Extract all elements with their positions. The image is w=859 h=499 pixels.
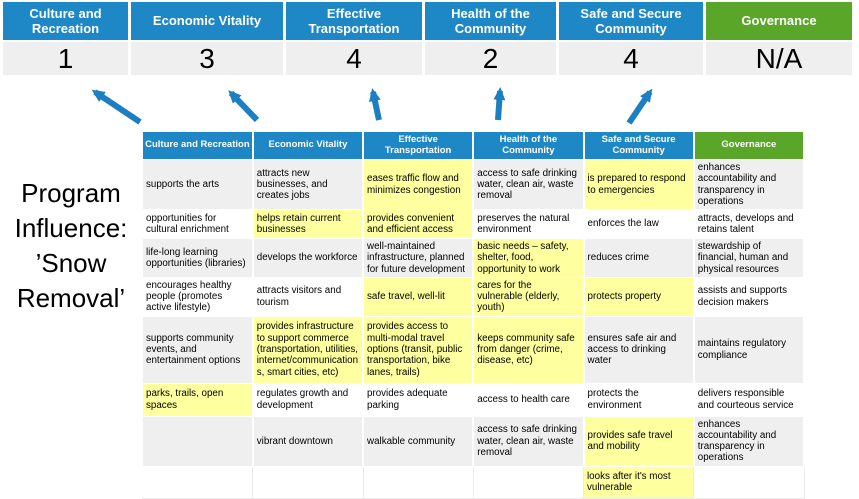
up-arrow-icon-transportation bbox=[373, 92, 379, 120]
matrix-cell-highlighted: cares for the vulnerable (elderly, youth) bbox=[473, 277, 583, 316]
influence-matrix-table bbox=[142, 131, 805, 499]
matrix-cell: supports the arts bbox=[143, 160, 253, 210]
up-arrow-icon-economic bbox=[231, 93, 257, 120]
matrix-cell: supports community events, and entertainment options bbox=[143, 316, 253, 383]
matrix-cell: attracts, develops and retains talent bbox=[694, 210, 804, 239]
scoreboard bbox=[3, 2, 852, 75]
matrix-cell: access to safe drinking water, clean air, waste removal bbox=[473, 160, 583, 210]
matrix-cell-highlighted: provides safe travel and mobility bbox=[584, 416, 694, 466]
matrix-row bbox=[143, 466, 805, 498]
matrix-body bbox=[143, 160, 805, 499]
up-arrow-icon-culture bbox=[95, 92, 140, 122]
matrix-header-transportation: Effective Transportation bbox=[363, 132, 473, 160]
matrix-cell: enhances accountability and transparency in operations bbox=[694, 416, 804, 466]
matrix-cell: stewardship of financial, human and physical resources bbox=[694, 239, 804, 278]
matrix-row bbox=[143, 239, 805, 278]
matrix-cell-highlighted: helps retain current businesses bbox=[253, 210, 363, 239]
scoreboard-header-culture: Culture and Recreation bbox=[3, 2, 128, 40]
matrix-cell: opportunities for cultural enrichment bbox=[143, 210, 253, 239]
matrix-cell-highlighted: parks, trails, open spaces bbox=[143, 383, 253, 416]
scoreboard-column-safety bbox=[559, 2, 703, 75]
matrix-row bbox=[143, 383, 805, 416]
matrix-cell-highlighted: looks after it's most vulnerable bbox=[584, 466, 694, 498]
matrix-header-governance: Governance bbox=[694, 132, 804, 160]
matrix-cell: provides adequate parking bbox=[363, 383, 473, 416]
matrix-cell: vibrant downtown bbox=[253, 416, 363, 466]
up-arrow-icon-safety bbox=[629, 92, 650, 123]
matrix-cell-highlighted: provides access to multi-modal travel options (transit, public transportation, bike lanes, trails) bbox=[363, 316, 473, 383]
matrix-cell: protects the environment bbox=[584, 383, 694, 416]
matrix-cell: reduces crime bbox=[584, 239, 694, 278]
matrix-cell bbox=[143, 466, 253, 498]
scoreboard-header-economic: Economic Vitality bbox=[131, 2, 283, 40]
matrix-cell: well-maintained infrastructure, planned for future development bbox=[363, 239, 473, 278]
matrix-cell: assists and supports decision makers bbox=[694, 277, 804, 316]
matrix-row bbox=[143, 416, 805, 466]
scoreboard-column-governance bbox=[706, 2, 852, 75]
scoreboard-score-safety: 4 bbox=[559, 42, 703, 75]
matrix-cell: develops the workforce bbox=[253, 239, 363, 278]
scoreboard-score-governance: N/A bbox=[706, 42, 852, 75]
scoreboard-score-transportation: 4 bbox=[286, 42, 422, 75]
matrix-cell-highlighted: keeps community safe from danger (crime, disease, etc) bbox=[473, 316, 583, 383]
matrix-header-safety: Safe and Secure Community bbox=[584, 132, 694, 160]
matrix-cell: life-long learning opportunities (libraries) bbox=[143, 239, 253, 278]
up-arrow-icon-health bbox=[498, 91, 500, 120]
matrix-cell: walkable community bbox=[363, 416, 473, 466]
scoreboard-column-transportation bbox=[286, 2, 422, 75]
scoreboard-header-health: Health of the Community bbox=[425, 2, 556, 40]
scoreboard-column-economic bbox=[131, 2, 283, 75]
matrix-row bbox=[143, 160, 805, 210]
matrix-cell: attracts visitors and tourism bbox=[253, 277, 363, 316]
matrix-cell: maintains regulatory compliance bbox=[694, 316, 804, 383]
matrix-cell-highlighted: basic needs – safety, shelter, food, opportunity to work bbox=[473, 239, 583, 278]
matrix-cell-highlighted: protects property bbox=[584, 277, 694, 316]
matrix-cell: access to safe drinking water, clean air, waste removal bbox=[473, 416, 583, 466]
matrix-cell bbox=[694, 466, 804, 498]
scoreboard-header-transportation: Effective Transportation bbox=[286, 2, 422, 40]
matrix-cell-highlighted: provides infrastructure to support commerce (transportation, utilities, internet/communications, smart cities, etc) bbox=[253, 316, 363, 383]
matrix-cell bbox=[363, 466, 473, 498]
matrix-cell: access to health care bbox=[473, 383, 583, 416]
matrix-header-culture: Culture and Recreation bbox=[143, 132, 253, 160]
matrix-header-row bbox=[143, 132, 805, 160]
scoreboard-score-health: 2 bbox=[425, 42, 556, 75]
matrix-cell: ensures safe air and access to drinking water bbox=[584, 316, 694, 383]
scoreboard-score-economic: 3 bbox=[131, 42, 283, 75]
matrix-cell bbox=[143, 416, 253, 466]
matrix-cell: enforces the law bbox=[584, 210, 694, 239]
matrix-cell: preserves the natural environment bbox=[473, 210, 583, 239]
matrix-row bbox=[143, 316, 805, 383]
matrix-cell-highlighted: safe travel, well-lit bbox=[363, 277, 473, 316]
matrix-cell: delivers responsible and courteous service bbox=[694, 383, 804, 416]
scoreboard-header-governance: Governance bbox=[706, 2, 852, 40]
program-title: Program Influence: ’Snow Removal’ bbox=[14, 178, 128, 314]
scoreboard-header-safety: Safe and Secure Community bbox=[559, 2, 703, 40]
matrix-cell: enhances accountability and transparency in operations bbox=[694, 160, 804, 210]
scoreboard-score-culture: 1 bbox=[3, 42, 128, 75]
matrix-row bbox=[143, 277, 805, 316]
matrix-row bbox=[143, 210, 805, 239]
matrix-cell: attracts new businesses, and creates jobs bbox=[253, 160, 363, 210]
matrix-cell-highlighted: is prepared to respond to emergencies bbox=[584, 160, 694, 210]
matrix-cell-highlighted: provides convenient and efficient access bbox=[363, 210, 473, 239]
matrix-cell bbox=[253, 466, 363, 498]
matrix-header-economic: Economic Vitality bbox=[253, 132, 363, 160]
matrix-cell bbox=[473, 466, 583, 498]
matrix-header-health: Health of the Community bbox=[473, 132, 583, 160]
matrix-cell: encourages healthy people (promotes active lifestyle) bbox=[143, 277, 253, 316]
scoreboard-column-culture bbox=[3, 2, 128, 75]
matrix-cell: regulates growth and development bbox=[253, 383, 363, 416]
matrix-cell-highlighted: eases traffic flow and minimizes congestion bbox=[363, 160, 473, 210]
scoreboard-column-health bbox=[425, 2, 556, 75]
